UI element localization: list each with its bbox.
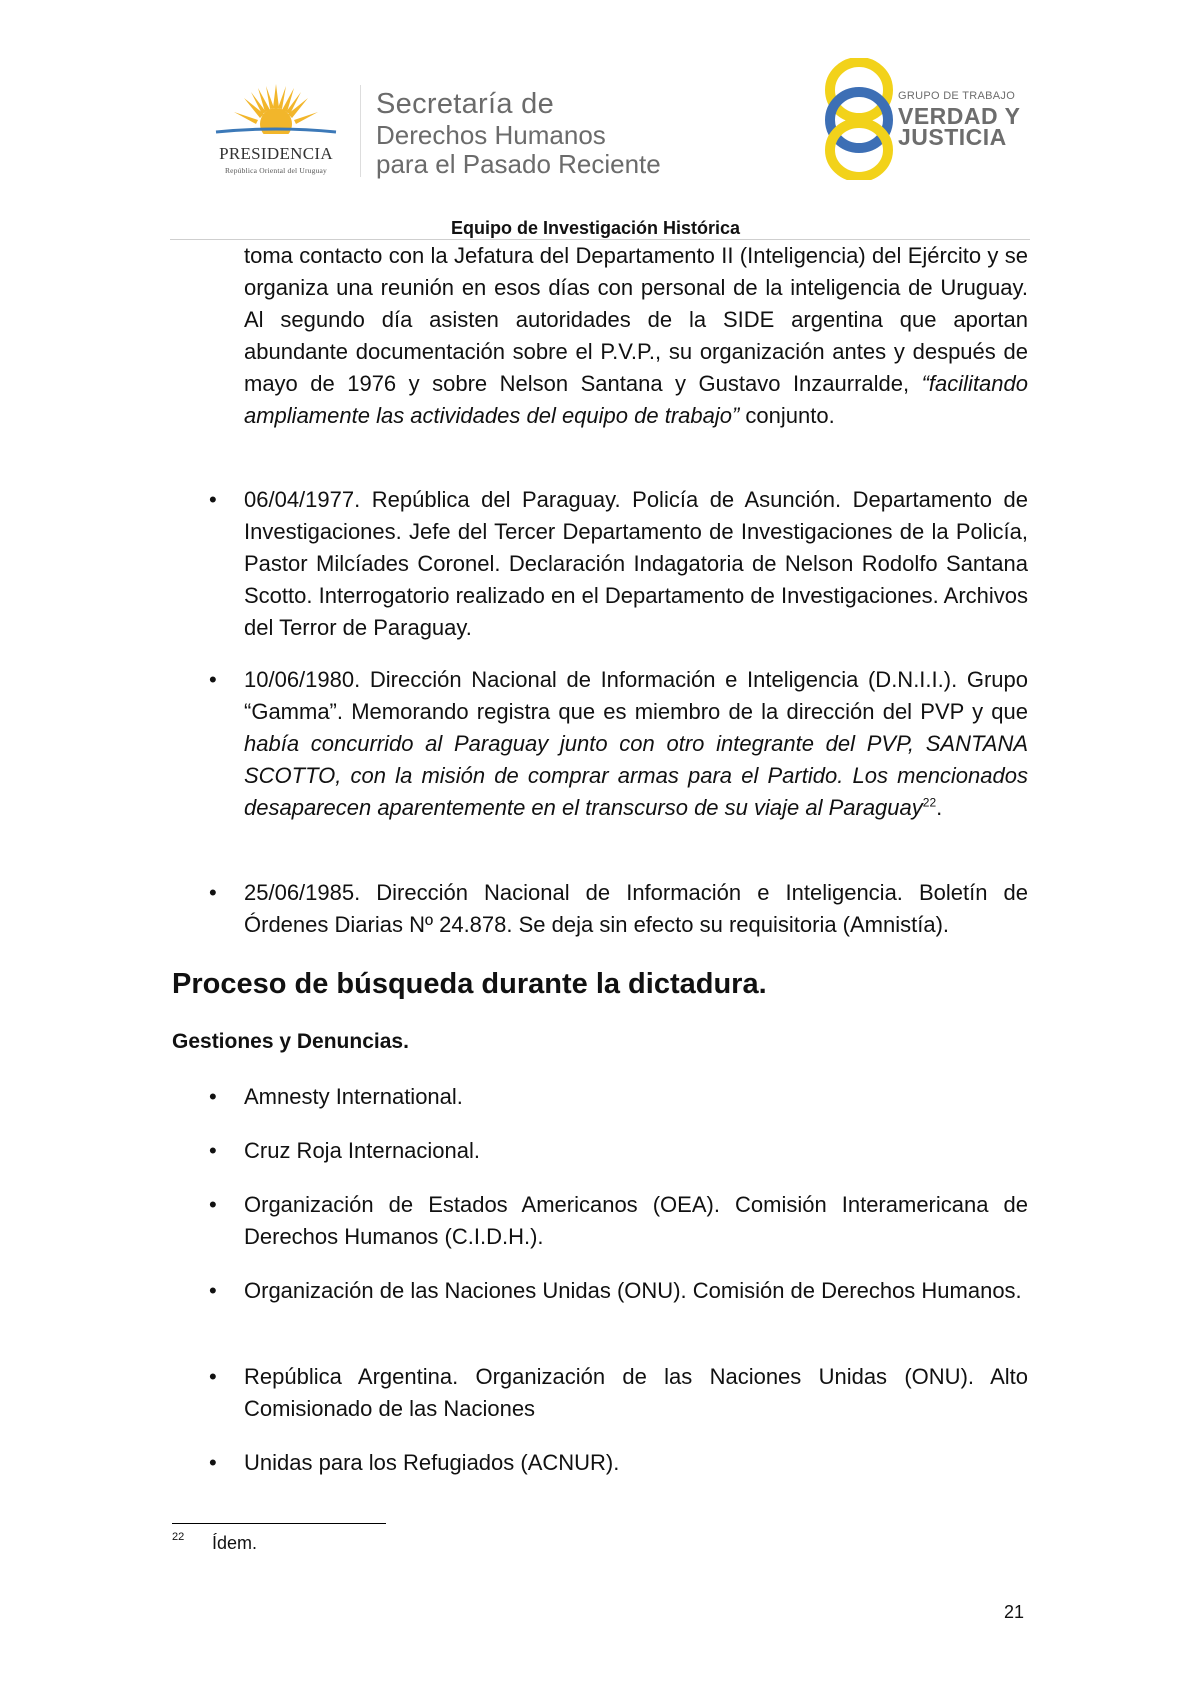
bullet-glyph: • [209,1138,217,1163]
secretaria-line-2: Derechos Humanos [376,120,606,150]
list-item: Organización de las Naciones Unidas (ONU). Comisión de Derechos Humanos. [244,1278,1022,1303]
footnote-number: 22 [172,1531,185,1543]
footnote-rule [172,1523,386,1524]
list-item: Cruz Roja Internacional. [244,1138,481,1163]
bullet-glyph: • [209,1450,217,1475]
list-item: 25/06/1985. Dirección Nacional de Información e Inteligencia. Boletín de Órdenes Diarias Nº 24.878. Se deja sin efecto su requisitoria (Amnistía). [244,880,1028,937]
list-item [244,664,1028,824]
list-item-text-b: . [936,795,943,820]
presidencia-logo [196,82,356,177]
gtvj-line-1: VERDAD Y [898,103,1021,129]
section-title: Proceso de búsqueda durante la dictadura. [172,968,767,1000]
subsection-title: Gestiones y Denuncias. [172,1030,409,1053]
gtvj-line-2: JUSTICIA [898,124,1007,150]
list-item: Unidas para los Refugiados (ACNUR). [244,1450,620,1475]
secretaria-line-1: Secretaría de [376,88,554,120]
sun-emblem-icon [196,82,356,144]
list-item: Organización de Estados Americanos (OEA). Comisión Interamericana de Derechos Humanos (C.I.D.H.). [244,1192,1028,1249]
continuation-text-a: toma contacto con la Jefatura del Departamento II (Inteligencia) del Ejército y se organiza una reunión en esos días con personal de la inteligencia de Uruguay. Al segundo día asisten autoridades de la SIDE argentina que aportan abundante documentación sobre el P.V.P., su organización antes y después de mayo de 1976 y sobre Nelson Santana y Gustavo Inzaurralde, [244,243,1028,396]
bullet-glyph: • [209,1364,217,1389]
secretaria-logo-text [376,90,661,177]
list-item-quote: había concurrido al Paraguay junto con otro integrante del PVP, SANTANA SCOTTO, con la misión de comprar armas para el Partido. Los mencionados desaparecen aparentemente en el transcurso de su viaje al Paraguay [244,731,1028,820]
footnote-text: Ídem. [212,1533,258,1553]
bullet-glyph: • [209,1278,217,1303]
team-title: Equipo de Investigación Histórica [450,218,741,238]
list-item: 06/04/1977. República del Paraguay. Policía de Asunción. Departamento de Investigaciones. Jefe del Tercer Departamento de Investigaciones de la Policía, Pastor Milcíades Coronel. Declaración Indagatoria de Nelson Rodolfo Santana Scotto. Interrogatorio realizado en el Departamento de Investigaciones. Archivos del Terror de Paraguay. [244,487,1028,640]
interlocked-rings-icon [822,58,896,180]
footnote-ref-22[interactable]: 22 [922,795,937,810]
gtvj-logo [822,58,1022,180]
bullet-glyph: • [209,1192,217,1217]
secretaria-line-3: para el Pasado Reciente [376,149,661,179]
page-number: 21 [1004,1602,1025,1622]
logo-divider [360,85,361,177]
list-item: Amnesty International. [244,1084,463,1109]
continuation-quote: “facilitando ampliamente las actividades del equipo de trabajo” [244,371,1028,428]
continuation-text-b: conjunto. [739,403,835,428]
bullet-glyph: • [209,1084,217,1109]
list-item-text-a: 10/06/1980. Dirección Nacional de Información e Inteligencia (D.N.I.I.). Grupo “Gamma”. Memorando registra que es miembro de la dirección del PVP y que [244,667,1028,724]
presidencia-subtitle: República Oriental del Uruguay [224,166,327,175]
list-item: República Argentina. Organización de las Naciones Unidas (ONU). Alto Comisionado de las Naciones [244,1364,1028,1421]
gtvj-small-text: GRUPO DE TRABAJO [898,90,1016,102]
presidencia-title: PRESIDENCIA [219,144,333,163]
bullet-glyph: • [209,880,217,905]
continuation-paragraph [244,240,1028,432]
bullet-glyph: • [209,667,217,692]
bullet-glyph: • [209,487,217,512]
